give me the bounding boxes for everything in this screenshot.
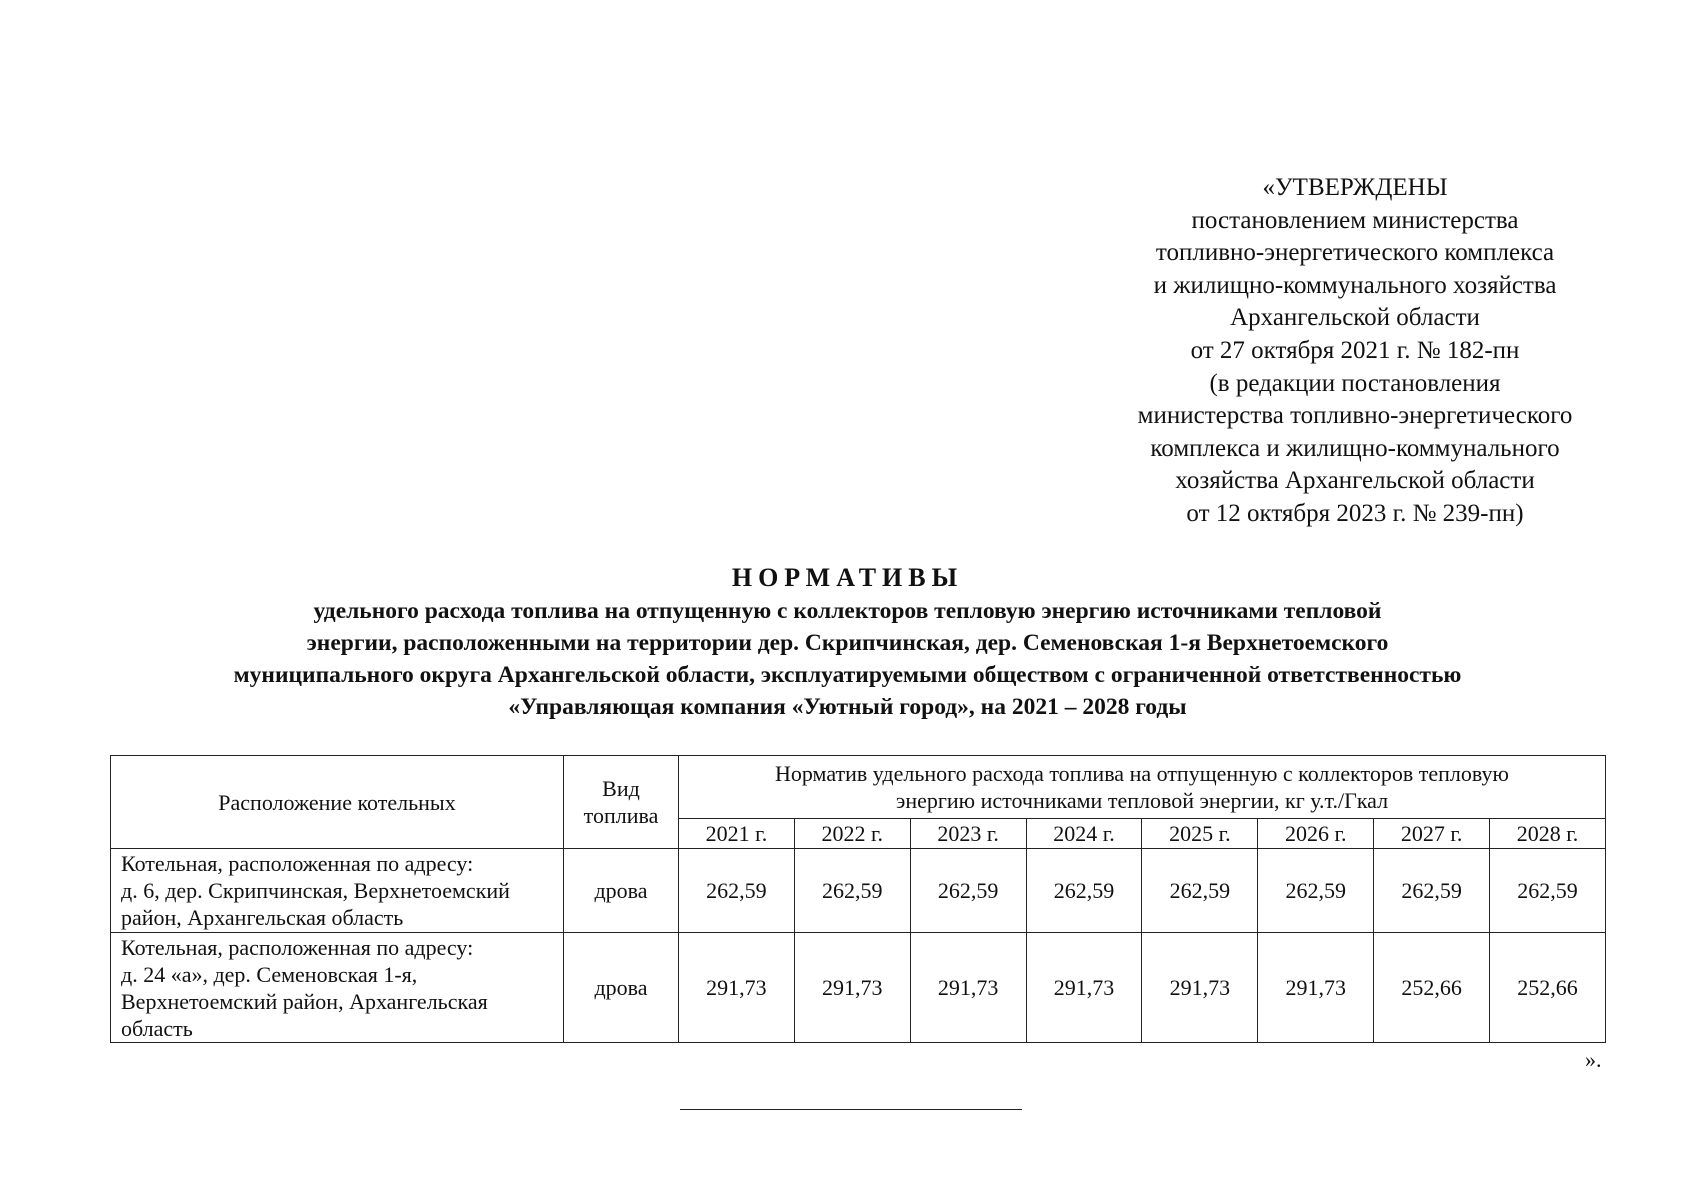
document-heading [100, 561, 1595, 723]
approval-line: и жилищно-коммунального хозяйства [1153, 271, 1557, 299]
header-year: 2025 г. [1142, 819, 1258, 849]
location-line: Верхнетоемский район, Архангельская [121, 989, 488, 1014]
header-norm-line: энергию источниками тепловой энергии, кг у.т./Гкал [895, 788, 1389, 813]
value-cell: 262,59 [679, 849, 795, 933]
location-line: область [121, 1016, 193, 1041]
approval-line: министерства топливно-энергетического [1137, 402, 1573, 430]
value-cell: 291,73 [794, 933, 910, 1043]
header-fuel-line: топлива [583, 803, 659, 828]
subtitle-line: энергии, расположенными на территории дер. Скрипчинская, дер. Семеновская 1-я Верхнетоемского [306, 630, 1389, 656]
value-cell: 291,73 [679, 933, 795, 1043]
header-norm [679, 756, 1606, 819]
header-year: 2026 г. [1258, 819, 1374, 849]
value-cell: 291,73 [910, 933, 1026, 1043]
value-cell: 262,59 [910, 849, 1026, 933]
header-year: 2028 г. [1490, 819, 1606, 849]
value-cell: 291,73 [1258, 933, 1374, 1043]
location-cell [111, 933, 564, 1043]
approval-line: Архангельской области [1230, 304, 1480, 332]
norms-table [110, 755, 1606, 1043]
value-cell: 252,66 [1374, 933, 1490, 1043]
value-cell: 262,59 [1142, 849, 1258, 933]
bottom-divider [680, 1109, 1022, 1110]
approval-line: от 12 октября 2023 г. № 239-пн) [1186, 499, 1524, 527]
approval-line: (в редакции постановления [1209, 369, 1501, 397]
location-line: д. 6, дер. Скрипчинская, Верхнетоемский [121, 878, 510, 903]
value-cell: 262,59 [794, 849, 910, 933]
approval-line: «УТВЕРЖДЕНЫ [1262, 174, 1448, 201]
header-norm-line: Норматив удельного расхода топлива на отпущенную с коллекторов тепловую [775, 761, 1509, 786]
approval-line: комплекса и жилищно-коммунального [1150, 434, 1560, 462]
header-year: 2024 г. [1026, 819, 1142, 849]
location-line: район, Архангельская область [121, 905, 404, 930]
subtitle-line: удельного расхода топлива на отпущенную с коллекторов тепловую энергию источниками тепловой [313, 598, 1382, 624]
location-cell [111, 849, 564, 933]
header-year: 2023 г. [910, 819, 1026, 849]
approval-line: хозяйства Архангельской области [1175, 467, 1535, 495]
subtitle-line: муниципального округа Архангельской области, эксплуатируемыми обществом с ограниченной ответственностью [233, 662, 1462, 688]
value-cell: 291,73 [1026, 933, 1142, 1043]
value-cell: 262,59 [1258, 849, 1374, 933]
value-cell: 291,73 [1142, 933, 1258, 1043]
subtitle-line: «Управляющая компания «Уютный город», на 2021 – 2028 годы [508, 694, 1187, 720]
approval-block [1075, 172, 1635, 531]
document-title: НОРМАТИВЫ [731, 563, 964, 592]
header-fuel-line: Вид [602, 776, 640, 801]
fuel-cell: дрова [564, 849, 679, 933]
approval-line: от 27 октября 2021 г. № 182-пн [1190, 336, 1520, 364]
location-line: Котельная, расположенная по адресу: [121, 935, 474, 960]
approval-line: топливно-энергетического комплекса [1155, 239, 1555, 267]
document-subtitle [100, 595, 1595, 723]
header-year: 2022 г. [794, 819, 910, 849]
header-year: 2027 г. [1374, 819, 1490, 849]
value-cell: 262,59 [1490, 849, 1606, 933]
header-location: Расположение котельных [111, 756, 564, 849]
approval-line: постановлением министерства [1191, 206, 1519, 234]
location-line: Котельная, расположенная по адресу: [121, 851, 474, 876]
location-line: д. 24 «а», дер. Семеновская 1-я, [121, 962, 418, 987]
header-year: 2021 г. [679, 819, 795, 849]
closing-quote-mark: ». [1585, 1047, 1602, 1072]
header-row [111, 756, 1606, 819]
value-cell: 252,66 [1490, 933, 1606, 1043]
value-cell: 262,59 [1374, 849, 1490, 933]
fuel-cell: дрова [564, 933, 679, 1043]
table-row [111, 933, 1606, 1043]
header-fuel [564, 756, 679, 849]
table-row [111, 849, 1606, 933]
value-cell: 262,59 [1026, 849, 1142, 933]
